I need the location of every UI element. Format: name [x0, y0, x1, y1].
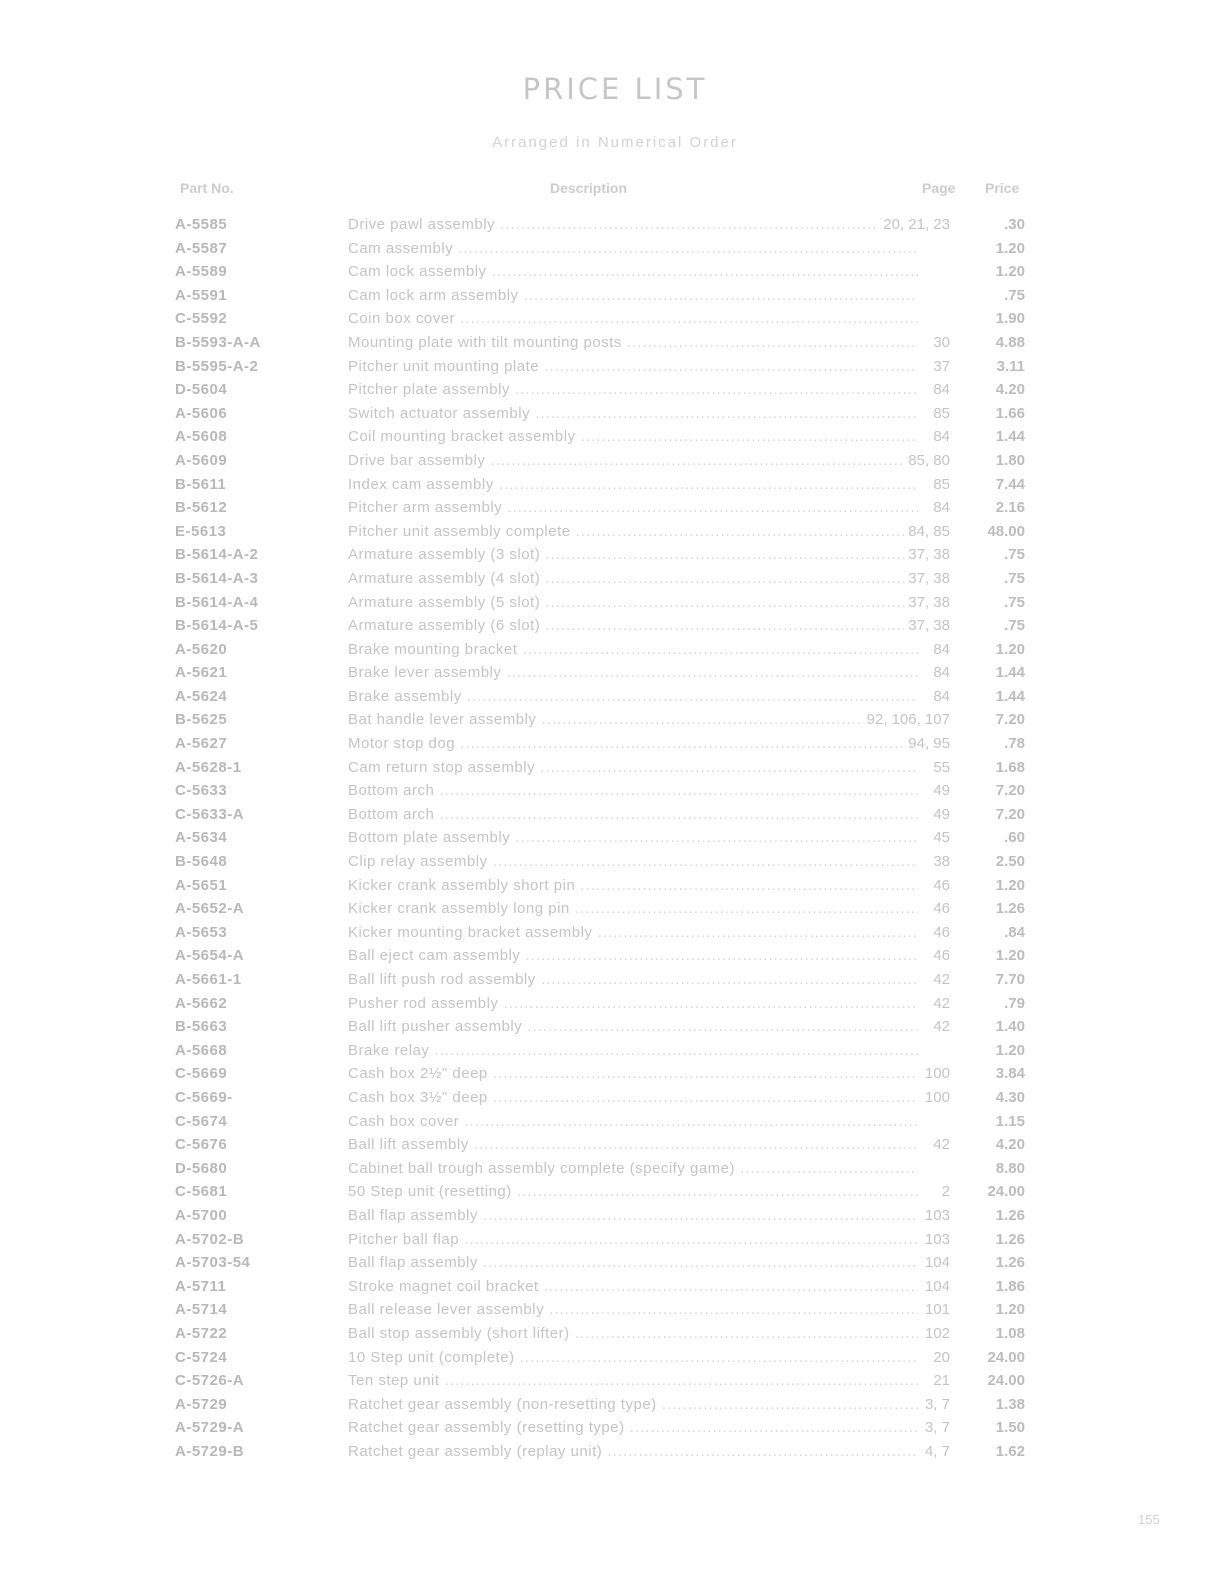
price-cell: .75 [1004, 593, 1025, 611]
page-cell: 38 [929, 850, 950, 873]
page-cell: 3, 7 [921, 1416, 950, 1439]
page-cell: 92, 106, 107 [863, 708, 950, 731]
description-cell: Cabinet ball trough assembly complete (specify game) ..... [348, 1157, 918, 1180]
part-number-cell: B-5625 [175, 711, 228, 729]
price-cell: 4.20 [995, 381, 1025, 399]
description-cell: Coil mounting bracket assembly ..... [348, 425, 918, 448]
page-cell: 37, 38 [904, 614, 950, 637]
table-row [0, 473, 1230, 497]
page-cell: 49 [929, 803, 950, 826]
part-number-cell: B-5593-A-A [175, 333, 261, 351]
table-row [0, 944, 1230, 968]
description-cell: Brake relay ..... [348, 1039, 918, 1062]
description-cell: Index cam assembly ..... [348, 473, 918, 496]
table-row [0, 402, 1230, 426]
part-number-cell: A-5591 [175, 286, 228, 304]
price-cell: 3.84 [995, 1065, 1025, 1083]
description-cell: Pusher rod assembly ..... [348, 992, 918, 1015]
description-cell: Ratchet gear assembly (replay unit) ..... [348, 1440, 918, 1463]
price-cell: .75 [1004, 546, 1025, 564]
description-cell: Coin box cover ..... [348, 307, 918, 330]
part-number-cell: C-5726-A [175, 1372, 245, 1390]
column-header-page: Page [922, 180, 956, 196]
part-number-cell: A-5608 [175, 428, 228, 446]
page-cell: 103 [921, 1204, 950, 1227]
table-row [0, 520, 1230, 544]
table-row [0, 1110, 1230, 1134]
description-cell: Motor stop dog ..... [348, 732, 918, 755]
price-cell: 24.00 [987, 1183, 1025, 1201]
price-cell: 1.08 [995, 1324, 1025, 1342]
table-row [0, 826, 1230, 850]
part-number-cell: A-5653 [175, 923, 228, 941]
part-number-cell: A-5668 [175, 1041, 228, 1059]
part-number-cell: A-5654-A [175, 947, 245, 965]
page-cell: 84 [929, 378, 950, 401]
table-row [0, 1039, 1230, 1063]
price-cell: 1.86 [995, 1277, 1025, 1295]
price-cell: 1.20 [995, 1301, 1025, 1319]
table-row [0, 968, 1230, 992]
price-cell: 1.20 [995, 263, 1025, 281]
page-cell: 21 [929, 1369, 950, 1392]
table-row [0, 307, 1230, 331]
part-number-cell: C-5681 [175, 1183, 228, 1201]
description-cell: Armature assembly (4 slot) ..... [348, 567, 918, 590]
description-cell: Ball flap assembly ..... [348, 1251, 918, 1274]
part-number-cell: B-5611 [175, 475, 227, 493]
description-cell: Pitcher ball flap ..... [348, 1228, 918, 1251]
table-row [0, 685, 1230, 709]
description-cell: Stroke magnet coil bracket ..... [348, 1275, 918, 1298]
page-cell: 85 [929, 473, 950, 496]
page-cell: 46 [929, 897, 950, 920]
description-cell: Mounting plate with tilt mounting posts ..... [348, 331, 918, 354]
price-cell: 1.44 [995, 687, 1025, 705]
table-row [0, 496, 1230, 520]
price-cell: 4.20 [995, 1136, 1025, 1154]
page-cell: 101 [921, 1298, 950, 1321]
description-cell: Armature assembly (5 slot) ..... [348, 591, 918, 614]
page-cell: 84 [929, 685, 950, 708]
table-row [0, 213, 1230, 237]
part-number-cell: A-5585 [175, 216, 228, 233]
price-cell: 1.20 [995, 239, 1025, 257]
table-row [0, 1251, 1230, 1275]
page-cell: 46 [929, 921, 950, 944]
part-number-cell: A-5587 [175, 239, 228, 257]
table-row [0, 331, 1230, 355]
page-cell: 46 [929, 874, 950, 897]
page-cell: 49 [929, 779, 950, 802]
price-cell: 1.20 [995, 1041, 1025, 1059]
page-cell: 37, 38 [904, 591, 950, 614]
part-number-cell: A-5722 [175, 1324, 228, 1342]
part-number-cell: B-5614-A-4 [175, 593, 259, 611]
table-row [0, 992, 1230, 1016]
table-row [0, 614, 1230, 638]
table-row [0, 1275, 1230, 1299]
price-cell: 1.20 [995, 640, 1025, 658]
page-cell: 37, 38 [904, 567, 950, 590]
part-number-cell: A-5729-A [175, 1419, 245, 1437]
part-number-cell: A-5703-54 [175, 1254, 251, 1272]
column-header-price: Price [985, 180, 1020, 196]
price-cell: 24.00 [987, 1348, 1025, 1366]
price-cell: 1.15 [995, 1112, 1025, 1130]
price-cell: 8.80 [995, 1159, 1025, 1177]
table-row [0, 1416, 1230, 1440]
description-cell: Pitcher plate assembly ..... [348, 378, 918, 401]
price-cell: 3.11 [996, 357, 1025, 375]
part-number-cell: A-5627 [175, 735, 228, 753]
page-cell: 85 [929, 402, 950, 425]
page-cell: 42 [929, 1133, 950, 1156]
table-row [0, 661, 1230, 685]
price-cell: 7.20 [995, 782, 1025, 800]
page-cell: 55 [929, 756, 950, 779]
price-cell: 2.16 [995, 499, 1025, 517]
part-number-cell: A-5702-B [175, 1230, 245, 1248]
price-cell: 1.44 [995, 664, 1025, 682]
table-row [0, 237, 1230, 261]
price-list-table [0, 213, 1230, 1463]
description-cell: Ball flap assembly ..... [348, 1204, 918, 1227]
table-row [0, 874, 1230, 898]
description-cell: Ratchet gear assembly (resetting type) ..... [348, 1416, 918, 1439]
price-cell: 1.44 [995, 428, 1025, 446]
part-number-cell: B-5648 [175, 853, 228, 871]
description-cell: Pitcher unit assembly complete ..... [348, 520, 918, 543]
price-cell: .84 [1004, 923, 1025, 941]
price-cell: 2.50 [995, 853, 1025, 871]
table-row [0, 708, 1230, 732]
table-row [0, 1180, 1230, 1204]
description-cell: Brake lever assembly ..... [348, 661, 918, 684]
part-number-cell: C-5592 [175, 310, 228, 328]
page-cell: 30 [929, 331, 950, 354]
price-cell: .75 [1004, 286, 1025, 304]
price-cell: .79 [1004, 994, 1025, 1012]
part-number-cell: C-5676 [175, 1136, 228, 1154]
table-row [0, 1346, 1230, 1370]
part-number-cell: D-5604 [175, 381, 228, 399]
page-cell: 42 [929, 1015, 950, 1038]
description-cell: Cash box 2½" deep ..... [348, 1062, 918, 1085]
part-number-cell: C-5724 [175, 1348, 228, 1366]
table-row [0, 284, 1230, 308]
page-cell: 20, 21, 23 [879, 213, 950, 236]
price-cell: 1.38 [995, 1395, 1025, 1413]
part-number-cell: A-5711 [175, 1277, 227, 1295]
price-cell: 48.00 [987, 522, 1025, 540]
price-cell: 1.62 [995, 1442, 1025, 1460]
description-cell: Ball lift assembly ..... [348, 1133, 918, 1156]
part-number-cell: C-5669 [175, 1065, 228, 1083]
part-number-cell: A-5606 [175, 404, 228, 422]
table-row [0, 921, 1230, 945]
description-cell: Bat handle lever assembly ..... [348, 708, 918, 731]
table-row [0, 1298, 1230, 1322]
part-number-cell: E-5613 [175, 522, 227, 540]
table-row [0, 897, 1230, 921]
part-number-cell: A-5652-A [175, 900, 245, 918]
page-cell: 45 [929, 826, 950, 849]
description-cell: Bottom arch ..... [348, 779, 918, 802]
page-cell: 102 [921, 1322, 950, 1345]
page-cell: 100 [921, 1062, 950, 1085]
part-number-cell: A-5661-1 [175, 971, 242, 988]
part-number-cell: A-5634 [175, 829, 228, 847]
part-number-cell: C-5633-A [175, 805, 245, 823]
price-cell: 1.26 [995, 1206, 1025, 1224]
price-cell: .30 [1004, 216, 1025, 233]
table-row [0, 260, 1230, 284]
price-cell: 7.70 [995, 971, 1025, 988]
price-cell: 7.20 [995, 711, 1025, 729]
description-cell: Drive pawl assembly ..... [348, 213, 918, 236]
part-number-cell: A-5624 [175, 687, 228, 705]
description-cell: Bottom arch ..... [348, 803, 918, 826]
part-number-cell: A-5729 [175, 1395, 228, 1413]
description-cell: Ball eject cam assembly ..... [348, 944, 918, 967]
part-number-cell: B-5614-A-3 [175, 569, 259, 587]
description-cell: 10 Step unit (complete) ..... [348, 1346, 918, 1369]
description-cell: Ball lift push rod assembly ..... [348, 968, 918, 991]
column-header-part-no: Part No. [180, 180, 234, 196]
page-cell: 46 [929, 944, 950, 967]
price-cell: 1.80 [995, 451, 1025, 469]
price-cell: 1.90 [995, 310, 1025, 328]
description-cell: Switch actuator assembly ..... [348, 402, 918, 425]
part-number-cell: A-5620 [175, 640, 228, 658]
description-cell: Ratchet gear assembly (non-resetting type) ..... [348, 1393, 918, 1416]
table-row [0, 1086, 1230, 1110]
price-cell: .60 [1004, 829, 1025, 847]
price-cell: .75 [1004, 569, 1025, 587]
price-cell: 4.30 [995, 1088, 1025, 1106]
description-cell: Cam return stop assembly ..... [348, 756, 918, 779]
part-number-cell: A-5729-B [175, 1442, 245, 1460]
table-row [0, 1322, 1230, 1346]
price-cell: .75 [1004, 617, 1025, 635]
page-cell: 37 [929, 355, 950, 378]
part-number-cell: C-5633 [175, 782, 228, 800]
description-cell: Armature assembly (3 slot) ..... [348, 543, 918, 566]
table-row [0, 1015, 1230, 1039]
part-number-cell: B-5614-A-5 [175, 617, 259, 635]
table-row [0, 1157, 1230, 1181]
price-cell: 1.50 [995, 1419, 1025, 1437]
page-cell: 3, 7 [921, 1393, 950, 1416]
page-cell: 85, 80 [904, 449, 950, 472]
part-number-cell: A-5700 [175, 1206, 228, 1224]
description-cell: Ball release lever assembly ..... [348, 1298, 918, 1321]
page-cell: 2 [938, 1180, 950, 1203]
page-cell: 42 [929, 992, 950, 1015]
price-cell: 1.26 [995, 1230, 1025, 1248]
description-cell: Clip relay assembly ..... [348, 850, 918, 873]
price-cell: 24.00 [987, 1372, 1025, 1390]
column-header-description: Description [550, 180, 628, 196]
table-row [0, 1228, 1230, 1252]
page-cell: 100 [921, 1086, 950, 1109]
description-cell: Brake mounting bracket ..... [348, 638, 918, 661]
table-row [0, 732, 1230, 756]
page-cell: 104 [921, 1275, 950, 1298]
description-cell: Cash box cover ..... [348, 1110, 918, 1133]
price-cell: 1.26 [995, 900, 1025, 918]
table-row [0, 355, 1230, 379]
page-title: PRICE LIST [522, 72, 708, 106]
price-cell: 1.66 [995, 404, 1025, 422]
part-number-cell: C-5674 [175, 1112, 228, 1130]
description-cell: Ball stop assembly (short lifter) ..... [348, 1322, 918, 1345]
table-row [0, 779, 1230, 803]
page-cell: 84 [929, 661, 950, 684]
page-cell: 84 [929, 638, 950, 661]
description-cell: Brake assembly ..... [348, 685, 918, 708]
table-row [0, 591, 1230, 615]
part-number-cell: B-5663 [175, 1018, 228, 1036]
page-subtitle: Arranged in Numerical Order [492, 134, 738, 151]
description-cell: Cam lock assembly ..... [348, 260, 918, 283]
page-cell: 37, 38 [904, 543, 950, 566]
price-cell: 7.44 [995, 475, 1025, 493]
table-row [0, 803, 1230, 827]
part-number-cell: A-5628-1 [175, 758, 242, 776]
table-row [0, 449, 1230, 473]
page-cell: 42 [929, 968, 950, 991]
description-cell: Ball lift pusher assembly ..... [348, 1015, 918, 1038]
table-row [0, 756, 1230, 780]
description-cell: Kicker mounting bracket assembly ..... [348, 921, 918, 944]
page-cell: 20 [929, 1346, 950, 1369]
page-cell: 4, 7 [921, 1440, 950, 1463]
part-number-cell: A-5714 [175, 1301, 228, 1319]
price-cell: 1.26 [995, 1254, 1025, 1272]
table-row [0, 850, 1230, 874]
part-number-cell: B-5595-A-2 [175, 357, 259, 375]
part-number-cell: A-5609 [175, 451, 228, 469]
part-number-cell: A-5651 [175, 876, 228, 894]
price-cell: .78 [1004, 735, 1025, 753]
part-number-cell: C-5669- [175, 1088, 233, 1106]
description-cell: Cam assembly ..... [348, 237, 918, 260]
part-number-cell: A-5662 [175, 994, 228, 1012]
description-cell: 50 Step unit (resetting) ..... [348, 1180, 918, 1203]
description-cell: Pitcher unit mounting plate ..... [348, 355, 918, 378]
part-number-cell: A-5589 [175, 263, 228, 281]
description-cell: Cash box 3½" deep ..... [348, 1086, 918, 1109]
page-cell: 84 [929, 496, 950, 519]
table-row [0, 638, 1230, 662]
description-cell: Pitcher arm assembly ..... [348, 496, 918, 519]
table-row [0, 1062, 1230, 1086]
price-cell: 1.68 [995, 758, 1025, 776]
price-cell: 4.88 [995, 333, 1025, 351]
description-cell: Bottom plate assembly ..... [348, 826, 918, 849]
table-row [0, 567, 1230, 591]
part-number-cell: A-5621 [175, 664, 228, 682]
table-row [0, 425, 1230, 449]
description-cell: Cam lock arm assembly ..... [348, 284, 918, 307]
description-cell: Ten step unit ..... [348, 1369, 918, 1392]
description-cell: Kicker crank assembly long pin ..... [348, 897, 918, 920]
description-cell: Armature assembly (6 slot) ..... [348, 614, 918, 637]
table-row [0, 1369, 1230, 1393]
price-cell: 1.40 [995, 1018, 1025, 1036]
page-cell: 84 [929, 425, 950, 448]
price-cell: 7.20 [995, 805, 1025, 823]
page-cell: 84, 85 [904, 520, 950, 543]
table-row [0, 1204, 1230, 1228]
table-row [0, 1133, 1230, 1157]
table-row [0, 543, 1230, 567]
part-number-cell: B-5612 [175, 499, 228, 517]
page-cell: 104 [921, 1251, 950, 1274]
part-number-cell: B-5614-A-2 [175, 546, 259, 564]
price-cell: 1.20 [995, 876, 1025, 894]
table-row [0, 1393, 1230, 1417]
price-cell: 1.20 [995, 947, 1025, 965]
description-cell: Kicker crank assembly short pin ..... [348, 874, 918, 897]
table-row [0, 378, 1230, 402]
page-cell: 103 [921, 1228, 950, 1251]
part-number-cell: D-5680 [175, 1159, 228, 1177]
table-row [0, 1440, 1230, 1464]
page-cell: 94, 95 [904, 732, 950, 755]
page-number: 155 [1138, 1512, 1160, 1527]
description-cell: Drive bar assembly ..... [348, 449, 918, 472]
